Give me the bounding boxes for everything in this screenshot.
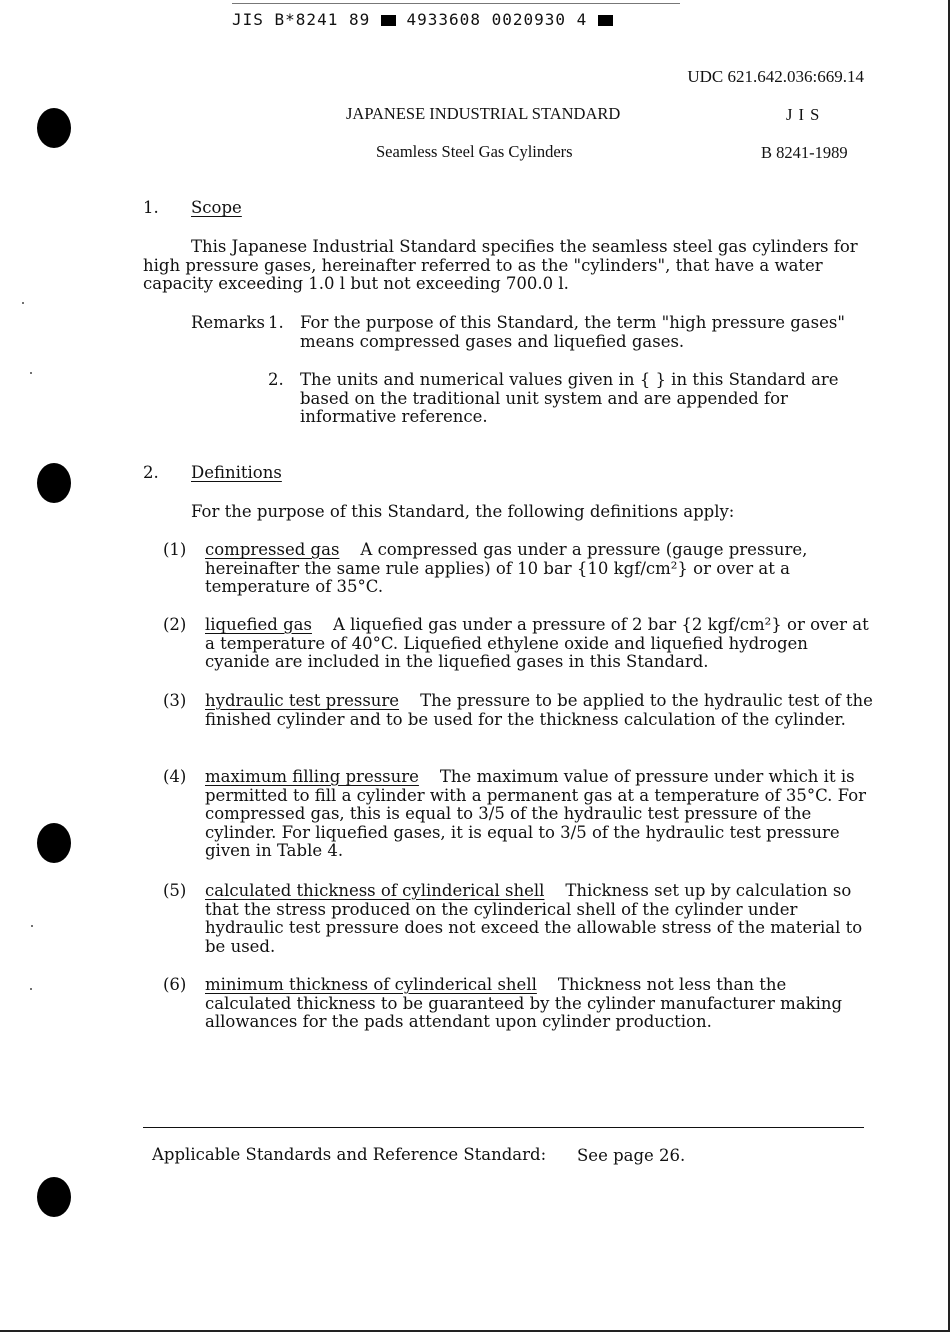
section-heading-scope: Scope xyxy=(191,198,242,217)
definition-text: A liquefied gas under a pressure of 2 bar {2 kgf/cm²} or over at a temperature of 40°C. Liquefied ethylene oxide and liquefied hydrogen cyanide are included in the liquefied gases in this Standard. xyxy=(205,615,869,671)
definition-text: Thickness set up by calculation so that the stress produced on the cylinderical shell of the cylinder under hydraulic test pressure does not exceed the allowable stress of the material to be used. xyxy=(205,881,863,956)
definition-text: A compressed gas under a pressure (gauge pressure, hereinafter the same rule applies) of 10 bar {10 kgf/cm²} or over at a temperature of 35°C. xyxy=(205,540,808,596)
scan-speck xyxy=(30,372,32,374)
definitions-intro: For the purpose of this Standard, the following definitions apply: xyxy=(191,502,735,521)
definition-item xyxy=(205,541,875,597)
definition-term: hydraulic test pressure xyxy=(205,691,400,710)
definition-term: maximum filling pressure xyxy=(205,767,419,786)
jis-mark: J I S xyxy=(786,105,821,124)
footer-label: Applicable Standards and Reference Standard: xyxy=(152,1145,547,1164)
header-code-part1: JIS B*8241 89 xyxy=(232,10,371,29)
punch-hole xyxy=(37,1177,71,1217)
definition-item xyxy=(205,976,875,1032)
footer-rule xyxy=(143,1127,864,1128)
definition-term: liquefied gas xyxy=(205,615,312,634)
punch-hole xyxy=(37,823,71,863)
definition-number: (1) xyxy=(163,540,187,559)
definition-term: calculated thickness of cylinderical shell xyxy=(205,881,545,900)
barcode-block xyxy=(598,15,613,26)
definition-text: The maximum value of pressure under which it is permitted to fill a cylinder with a permanent gas at a temperature of 35°C. For compressed gas, this is equal to 3/5 of the hydraulic test pressure of the cylinder. For liquefied gases, it is equal to 3/5 of the hydraulic test pressure given in Table 4. xyxy=(205,767,867,860)
definition-item xyxy=(205,768,875,861)
section-number: 2. xyxy=(143,463,159,482)
definition-number: (5) xyxy=(163,881,187,900)
section-heading-definitions: Definitions xyxy=(191,463,282,482)
scan-speck xyxy=(31,925,33,927)
definition-number: (4) xyxy=(163,767,187,786)
punch-hole xyxy=(37,463,71,503)
scan-speck xyxy=(30,988,32,990)
scan-speck xyxy=(22,302,24,304)
remark-number: 2. xyxy=(268,370,284,389)
standard-label: JAPANESE INDUSTRIAL STANDARD xyxy=(346,104,621,123)
definition-number: (6) xyxy=(163,975,187,994)
standard-number: B 8241-1989 xyxy=(761,143,848,162)
definition-item xyxy=(205,616,875,672)
header-code-part2: 4933608 0020930 4 xyxy=(406,10,588,29)
barcode-block xyxy=(381,15,396,26)
remark-number: 1. xyxy=(268,313,284,332)
definition-text: Thickness not less than the calculated thickness to be guaranteed by the cylinder manufacturer making allowances for the pads attendant upon cylinder production. xyxy=(205,975,843,1031)
remark-text: For the purpose of this Standard, the term "high pressure gases" means compressed gases and liquefied gases. xyxy=(300,313,845,351)
definition-text: The pressure to be applied to the hydraulic test of the finished cylinder and to be used for the thickness calculation of the cylinder. xyxy=(205,691,873,729)
scope-paragraph: This Japanese Industrial Standard specifies the seamless steel gas cylinders for high pressure gases, hereinafter referred to as the "cylinders", that have a water capacity exceeding 1.0 l but not exceeding 700.0 l. xyxy=(143,237,858,293)
definition-item xyxy=(205,692,875,729)
page-title: Seamless Steel Gas Cylinders xyxy=(376,142,573,161)
remarks-label: Remarks xyxy=(191,313,266,332)
header-code xyxy=(232,10,613,29)
remark-text: The units and numerical values given in { } in this Standard are based on the traditional unit system and are appended for informative reference. xyxy=(300,370,839,426)
footer-reference: See page 26. xyxy=(577,1146,686,1165)
definition-number: (2) xyxy=(163,615,187,634)
section-number: 1. xyxy=(143,198,159,217)
header-rule xyxy=(232,3,680,4)
definition-number: (3) xyxy=(163,691,187,710)
definition-term: minimum thickness of cylinderical shell xyxy=(205,975,537,994)
punch-hole xyxy=(37,108,71,148)
definition-item xyxy=(205,882,875,956)
definition-term: compressed gas xyxy=(205,540,340,559)
udc-code: UDC 621.642.036:669.14 xyxy=(687,67,864,86)
